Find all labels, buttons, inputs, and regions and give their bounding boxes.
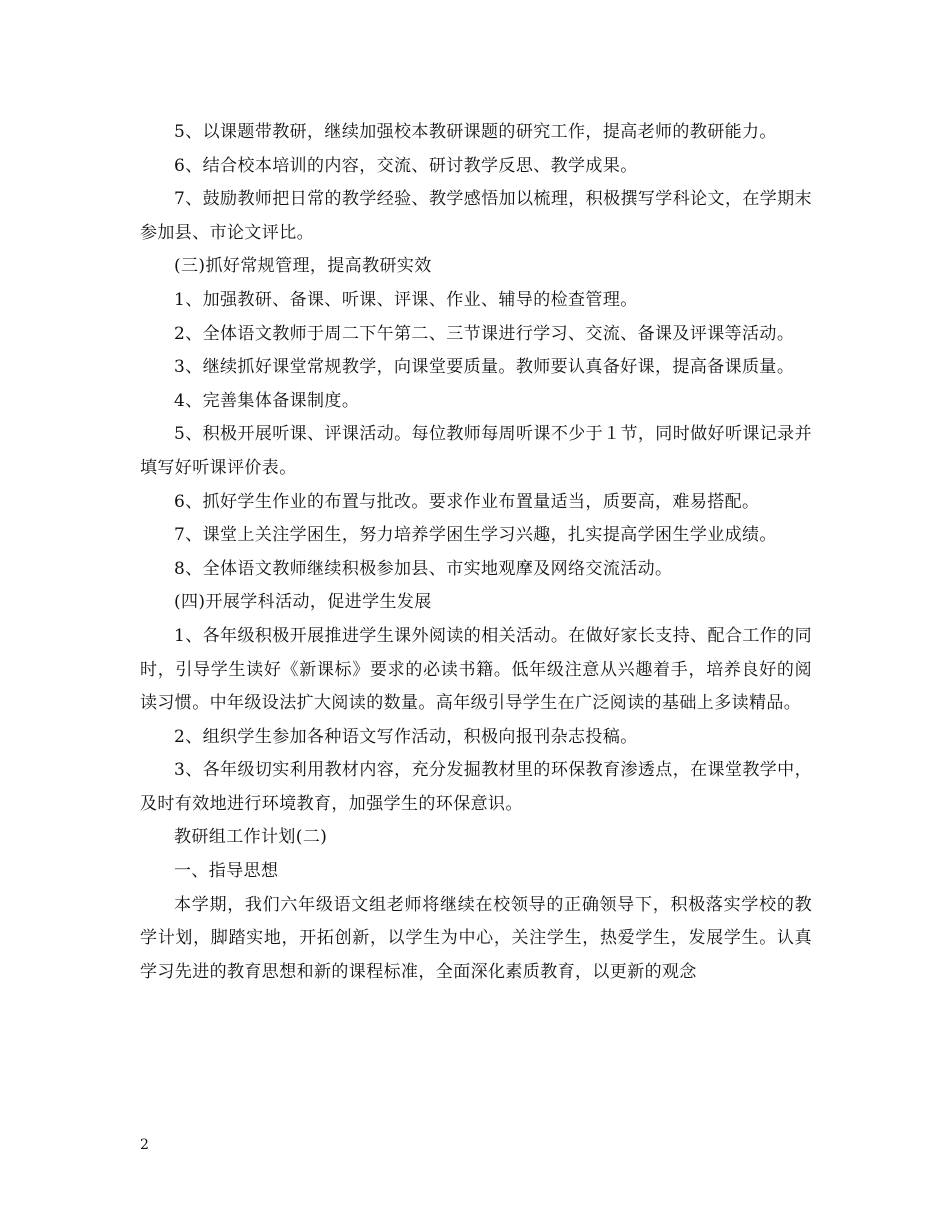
paragraph: 8、全体语文教师继续积极参加县、市实地观摩及网络交流活动。 (174, 558, 673, 579)
section-heading: (四)开展学科活动，促进学生发展 (174, 592, 432, 613)
paragraph: 3、继续抓好课堂常规教学，向课堂要质量。教师要认真备好课，提高备课质量。 (174, 357, 795, 378)
paragraph: 6、结合校本培训的内容，交流、研讨教学反思、教学成果。 (174, 155, 638, 176)
section-heading: (三)抓好常规管理，提高教研实效 (174, 256, 432, 277)
paragraph: 2、全体语文教师于周二下午第二、三节课进行学习、交流、备课及评课等活动。 (174, 323, 795, 344)
paragraph: 3、各年级切实利用教材内容，充分发掘教材里的环保教育渗透点，在课堂教学中，及时有效地进行环境教育，加强学生的环保意识。 (140, 760, 812, 814)
paragraph: 7、课堂上关注学困生，努力培养学困生学习兴趣，扎实提高学困生学业成绩。 (174, 525, 777, 546)
paragraph: 本学期，我们六年级语文组老师将继续在校领导的正确领导下，积极落实学校的教学计划，脚踏实地，开拓创新，以学生为中心，关注学生，热爱学生，发展学生。认真学习先进的教育思想和新的课程标准，全面深化素质教育，以更新的观念 (140, 894, 812, 982)
page-number: 2 (140, 1137, 149, 1153)
paragraph: 7、鼓励教师把日常的教学经验、教学感悟加以梳理，积极撰写学科论文，在学期末参加县、市论文评比。 (140, 189, 812, 243)
document-body (140, 116, 812, 989)
paragraph: 4、完善集体备课制度。 (174, 390, 360, 411)
document-title: 教研组工作计划(二) (174, 827, 328, 848)
paragraph: 5、以课题带教研，继续加强校本教研课题的研究工作，提高老师的教研能力。 (174, 122, 777, 142)
paragraph: 5、积极开展听课、评课活动。每位教师每周听课不少于１节，同时做好听课记录并填写好听课评价表。 (140, 424, 812, 478)
paragraph: 1、加强教研、备课、听课、评课、作业、辅导的检查管理。 (174, 289, 638, 310)
section-heading: 一、指导思想 (174, 861, 279, 882)
paragraph: 1、各年级积极开展推进学生课外阅读的相关活动。在做好家长支持、配合工作的同时，引导学生读好《新课标》要求的必读书籍。低年级注意从兴趣着手，培养良好的阅读习惯。中年级设法扩大阅读的数量。高年级引导学生在广泛阅读的基础上多读精品。 (140, 625, 812, 714)
paragraph: 2、组织学生参加各种语文写作活动，积极向报刊杂志投稿。 (174, 726, 638, 747)
paragraph: 6、抓好学生作业的布置与批改。要求作业布置量适当，质要高，难易搭配。 (174, 491, 760, 512)
